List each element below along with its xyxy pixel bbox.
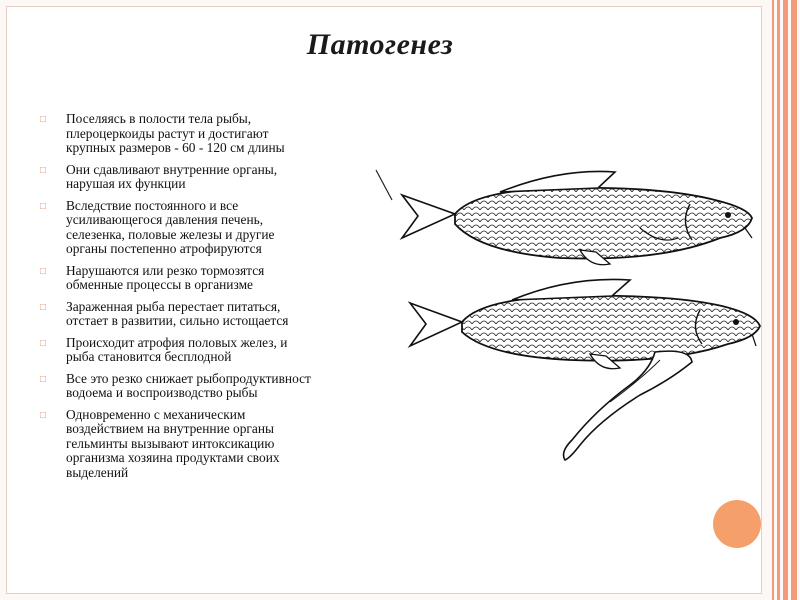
square-bullet-icon: □ bbox=[40, 200, 47, 212]
square-bullet-icon: □ bbox=[40, 409, 47, 421]
bullet-line: Они сдавливают внутренние органы, bbox=[66, 161, 278, 177]
bullet-item bbox=[40, 112, 375, 156]
square-bullet-icon: □ bbox=[40, 301, 47, 313]
bullet-line: усиливающегося давления печень, bbox=[66, 212, 264, 227]
bullet-line: Вследствие постоянного и все bbox=[66, 197, 239, 213]
fish-top bbox=[402, 171, 752, 264]
stripe-2 bbox=[777, 0, 780, 600]
square-bullet-icon: □ bbox=[40, 373, 47, 385]
bullet-item bbox=[40, 199, 375, 257]
bullet-list bbox=[40, 112, 375, 487]
bullet-line: Одновременно с механическим bbox=[66, 406, 246, 422]
bullet-line: рыба становится бесплодной bbox=[66, 349, 232, 364]
square-bullet-icon: □ bbox=[40, 164, 47, 176]
cut-line bbox=[376, 170, 392, 200]
stripe-4 bbox=[791, 0, 797, 600]
square-bullet-icon: □ bbox=[40, 337, 47, 349]
bullet-line: нарушая их функции bbox=[66, 176, 186, 191]
fish-illustration bbox=[370, 165, 765, 475]
square-bullet-icon: □ bbox=[40, 265, 47, 277]
stripe-3 bbox=[783, 0, 788, 600]
decorative-stripes bbox=[766, 0, 800, 600]
bullet-line: Происходит атрофия половых желез, и bbox=[66, 334, 288, 350]
bullet-line: Нарушаются или резко тормозятся bbox=[66, 262, 265, 278]
bullet-line: Поселяясь в полости тела рыбы, bbox=[66, 111, 252, 126]
bullet-line: Зараженная рыба перестает питаться, bbox=[66, 298, 281, 314]
bullet-item bbox=[40, 372, 375, 401]
orange-circle-icon bbox=[713, 500, 761, 548]
bullet-line: водоема и воспроизводство рыбы bbox=[66, 385, 258, 400]
worm bbox=[564, 351, 692, 460]
bullet-item bbox=[40, 163, 375, 192]
bullet-line: отстает в развитии, сильно истощается bbox=[66, 313, 289, 328]
bullet-line: воздействием на внутренние органы bbox=[66, 421, 275, 436]
bullet-line: выделений bbox=[66, 464, 129, 480]
bullet-item bbox=[40, 408, 375, 481]
bullet-line: гельминты вызывают интоксикацию bbox=[66, 435, 275, 451]
bullet-line: Все это резко снижает рыбопродуктивност bbox=[66, 370, 311, 386]
slide-title: Патогенез bbox=[306, 28, 454, 61]
bullet-line: организма хозяина продуктами своих bbox=[66, 450, 280, 465]
bullet-item bbox=[40, 336, 375, 365]
stripe-1 bbox=[772, 0, 774, 600]
bullet-item bbox=[40, 264, 375, 293]
bullet-line: селезенка, половые железы и другие bbox=[66, 226, 275, 242]
bullet-line: обменные процессы в организме bbox=[66, 277, 253, 292]
square-bullet-icon: □ bbox=[40, 114, 47, 125]
bullet-line: органы постепенно атрофируются bbox=[66, 241, 262, 256]
bullet-item bbox=[40, 300, 375, 329]
bullet-line: крупных размеров - 60 - 120 см длины bbox=[66, 140, 285, 155]
fish-bottom bbox=[410, 279, 760, 460]
bullet-line: плероцеркоиды растут и достигают bbox=[66, 125, 269, 141]
